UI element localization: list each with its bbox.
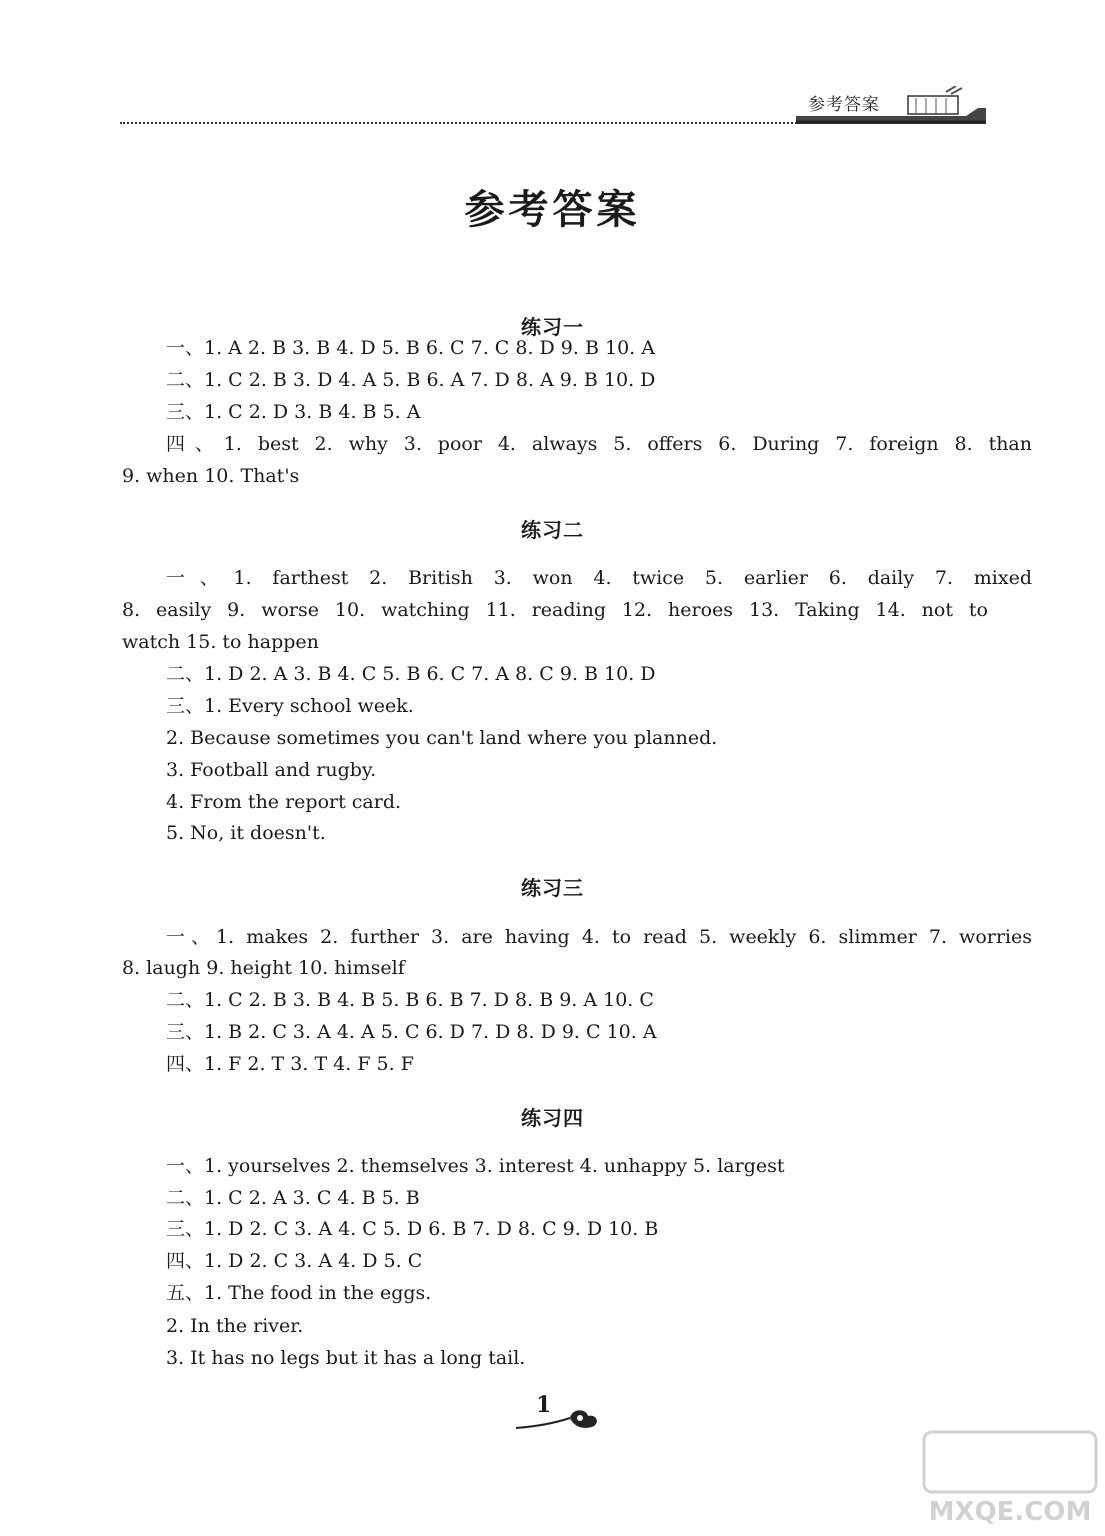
answer-line: 3. It has no legs but it has a long tail.	[166, 1347, 526, 1369]
answer-line: 一、1. yourselves 2. themselves 3. interest 4. unhappy 5. largest	[166, 1155, 785, 1177]
cloud-ornament-icon	[512, 1404, 602, 1434]
section-title: 练习三	[521, 876, 584, 900]
answer-line: 三、1. B 2. C 3. A 4. A 5. C 6. D 7. D 8. D 9. C 10. A	[166, 1021, 657, 1043]
answer-line: 9. when 10. That's	[122, 465, 300, 487]
answer-line: 8. laugh 9. height 10. himself	[122, 957, 405, 979]
answer-line: 三、1. Every school week.	[166, 695, 414, 717]
answer-line: 二、1. C 2. A 3. C 4. B 5. B	[166, 1187, 420, 1209]
answer-line: 5. No, it doesn't.	[166, 822, 326, 844]
header-label: 参考答案	[808, 95, 880, 115]
answer-line: 3. Football and rugby.	[166, 759, 377, 781]
answer-line: 二、1. D 2. A 3. B 4. C 5. B 6. C 7. A 8. C 9. B 10. D	[166, 663, 656, 685]
answer-line: 2. In the river.	[166, 1315, 304, 1337]
header-dotted-rule	[120, 122, 800, 124]
answer-line: 三、1. D 2. C 3. A 4. C 5. D 6. B 7. D 8. C 9. D 10. B	[166, 1218, 659, 1240]
answer-line: 二、1. C 2. B 3. B 4. B 5. B 6. B 7. D 8. B 9. A 10. C	[166, 989, 654, 1011]
page-title: 参考答案	[464, 187, 641, 233]
answer-line: 4. From the report card.	[166, 791, 402, 813]
answer-line: 五、1. The food in the eggs.	[166, 1282, 432, 1304]
answer-line: 三、1. C 2. D 3. B 4. B 5. A	[166, 401, 421, 423]
answer-line: 四、1. best 2. why 3. poor 4. always 5. offers 6. During 7. foreign 8. than	[166, 433, 1032, 455]
answer-line: watch 15. to happen	[122, 631, 319, 653]
section-title: 练习一	[521, 315, 584, 339]
svg-text:MXQE.COM: MXQE.COM	[928, 1497, 1092, 1527]
page-number: 1	[536, 1392, 552, 1418]
answer-line: 一、1. A 2. B 3. B 4. D 5. B 6. C 7. C 8. D 9. B 10. A	[166, 337, 655, 359]
section-title: 练习四	[521, 1106, 584, 1130]
answer-line: 2. Because sometimes you can't land where you planned.	[166, 727, 718, 749]
answer-line: 8. easily 9. worse 10. watching 11. reading 12. heroes 13. Taking 14. not to	[122, 599, 988, 621]
answer-line: 一、1. farthest 2. British 3. won 4. twice 5. earlier 6. daily 7. mixed	[166, 567, 1032, 589]
answer-line: 四、1. F 2. T 3. T 4. F 5. F	[166, 1053, 414, 1075]
answer-line: 一、1. makes 2. further 3. are having 4. to read 5. weekly 6. slimmer 7. worries	[166, 926, 1032, 948]
answer-line: 二、1. C 2. B 3. D 4. A 5. B 6. A 7. D 8. A 9. B 10. D	[166, 369, 656, 391]
watermark-logo	[920, 1428, 1100, 1528]
answer-line: 四、1. D 2. C 3. A 4. D 5. C	[166, 1250, 423, 1272]
section-title: 练习二	[521, 518, 584, 542]
